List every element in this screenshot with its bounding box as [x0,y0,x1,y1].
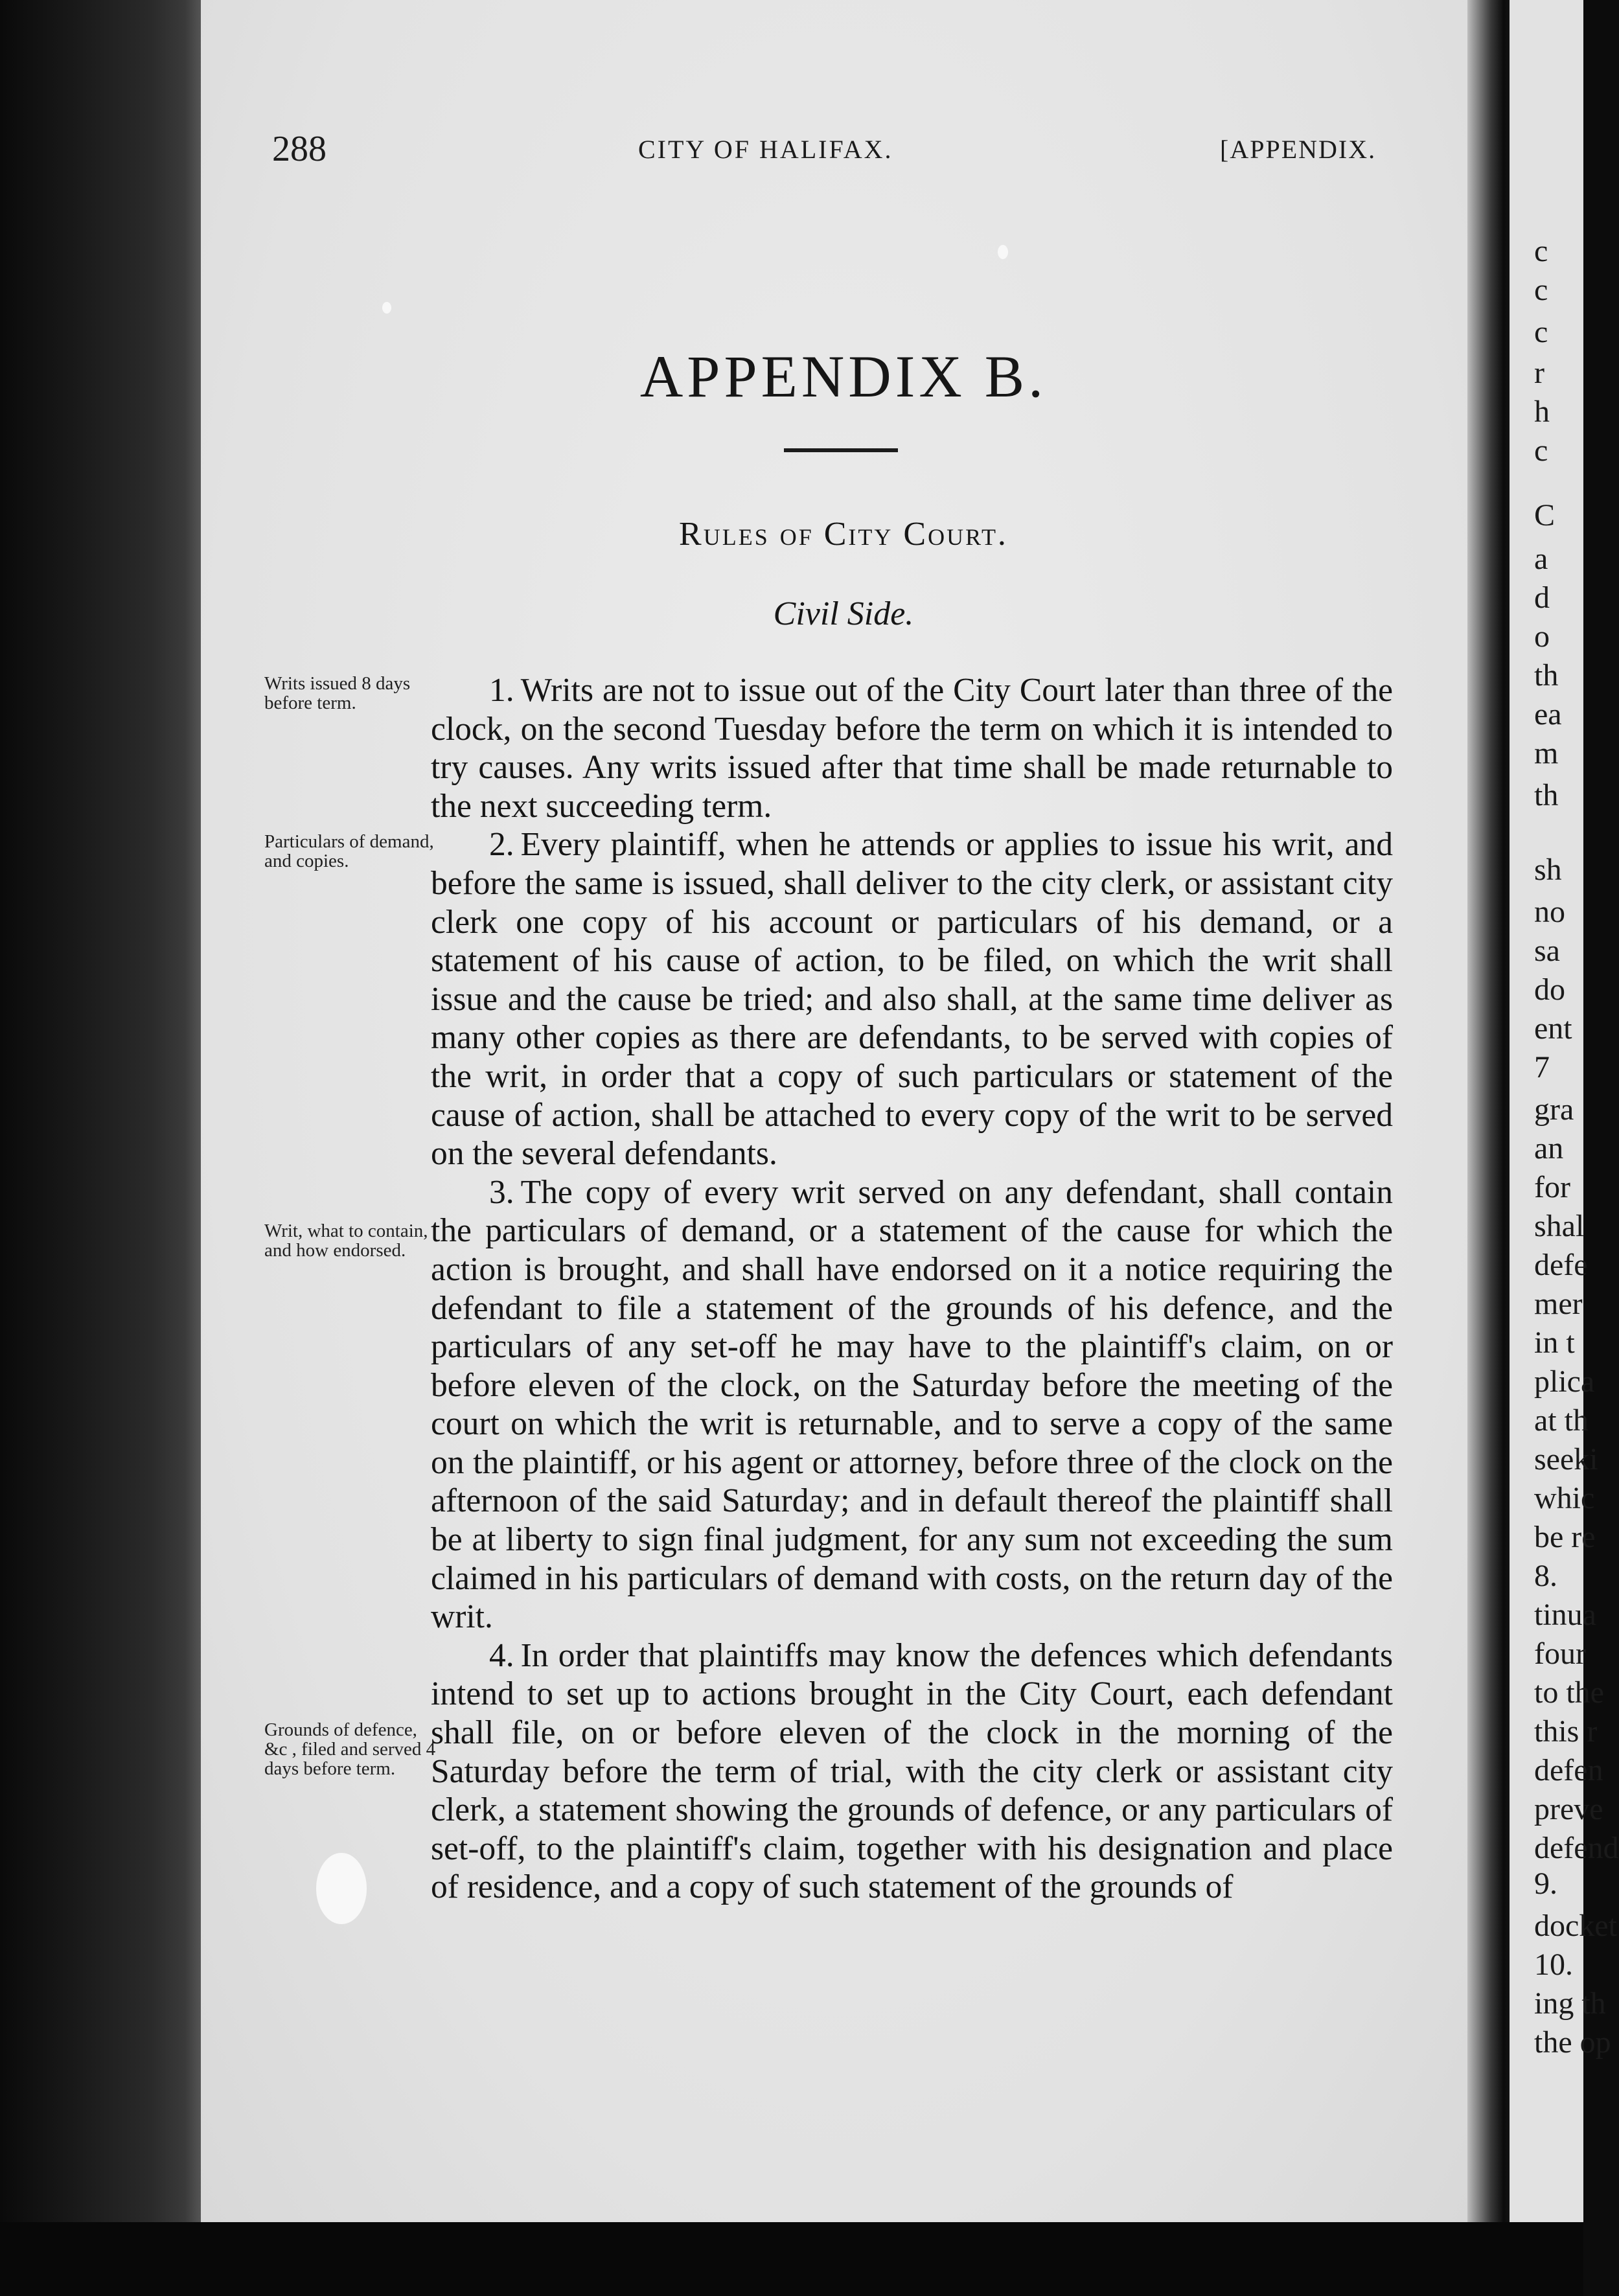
facing-page-line-fragment: this r [1534,1714,1598,1749]
appendix-title: APPENDIX B. [639,343,1048,409]
facing-page-line-fragment: 7 [1534,1050,1550,1085]
facing-page-line-fragment: ea [1534,697,1562,731]
facing-page-line-fragment: no [1534,895,1565,929]
side-note-writ-contents: Writ, what to contain, and how endorsed. [264,1221,428,1261]
facing-page-line-fragment: o [1534,619,1550,654]
facing-page-line-fragment: r [1534,356,1544,390]
facing-page-line-fragment: c [1534,273,1548,307]
title-rule [784,448,898,452]
facing-page-line-fragment: th [1534,778,1559,812]
rule-text: In order that plaintiffs may know the defences which defendants intend to set up to actions brought in the City Court, each defendant shall file, on or before eleven of the clock in the morning of the Saturday before the term of trial, with the city clerk or assistant city clerk, a statement showing the grounds of defence, or any particulars of set-off, to the plaintiff's claim, together with his designation and place of residence, and a copy of such statement of the grounds of [431,1636,1393,1906]
rule-number: 2. [489,826,514,864]
scan-blemish [316,1853,367,1924]
facing-page-line-fragment: C [1534,498,1556,533]
facing-page-line-fragment: 10. [1534,1947,1573,1982]
facing-page-line-fragment: whic [1534,1481,1595,1515]
facing-page-line-fragment: sh [1534,853,1562,887]
facing-page-line-fragment: tinua [1534,1598,1596,1632]
facing-page-line-fragment: defend [1534,1831,1619,1865]
scan-bottom-edge [0,2222,1583,2296]
rule-paragraph-3 [431,1173,1393,1636]
facing-page-line-fragment: th [1534,658,1559,693]
facing-page-line-fragment: docket [1534,1909,1617,1943]
facing-page-line-fragment: m [1534,736,1559,770]
side-note-grounds-of-defence: Grounds of defence, &c , filed and served 4 days before term. [264,1719,436,1779]
side-note-particulars: Particulars of demand, and copies. [264,831,434,871]
facing-page-line-fragment: an [1534,1131,1564,1165]
facing-page-line-fragment: shal [1534,1209,1585,1243]
rule-text: Every plaintiff, when he attends or applies to issue his writ, and before the same is issued, shall deliver to the city clerk, or assistant city clerk one copy of his account or particulars of his demand, or a statement of his cause of action, to be filed, on which the writ shall issue and the cause be tried; and also shall, at the same time deliver as many other copies as there are defendants, to be served with copies of the writ, in order that a copy of such particulars or statement of the cause of action, shall be attached to every copy of the writ to be served on the several defendants. [431,826,1393,1173]
facing-page-line-fragment: do [1534,972,1565,1007]
rule-paragraph-2 [431,825,1393,1173]
facing-page-line-fragment: d [1534,580,1550,615]
facing-page-line-fragment: ing th [1534,1986,1606,2021]
facing-page-line-fragment: sa [1534,934,1560,968]
facing-page-line-fragment: four [1534,1636,1586,1671]
facing-page-line-fragment: the op [1534,2025,1611,2060]
rule-text: The copy of every writ served on any defendant, shall contain the particulars of demand, or a statement of the cause for which the action is brought, and shall have endorsed on it a notice requiring the defendant to file a statement of the grounds of his defence, and the particulars of any set-off he may have to the plaintiff's claim, on or before eleven of the clock, on the Saturday before the meeting of the court on which the writ is returnable, and to serve a copy of the same on the plaintiff, or his agent or attorney, before three of the clock on the afternoon of the said Saturday; and in default thereof the plaintiff shall be at liberty to sign final judgment, for any sum not exceeding the sum claimed in his particulars of demand with costs, on the return day of the writ. [431,1173,1393,1636]
facing-page-line-fragment: ent [1534,1011,1572,1046]
facing-page-line-fragment: c [1534,315,1548,349]
civil-side-subheading: Civil Side. [773,595,914,632]
section-tag: [APPENDIX. [1220,135,1377,164]
facing-page-line-fragment: plica [1534,1364,1595,1399]
facing-page-line-fragment: h [1534,395,1550,429]
facing-page-line-fragment: c [1534,234,1548,268]
rules-heading: Rules of City Court. [679,516,1008,553]
facing-page-line-fragment: gra [1534,1092,1574,1127]
facing-page-line-fragment: 9. [1534,1866,1557,1901]
facing-page-line-fragment: preve [1534,1792,1603,1826]
facing-page-line-fragment: 8. [1534,1559,1557,1593]
rules-body [431,671,1393,1907]
facing-page-line-fragment: in t [1534,1326,1575,1360]
scan-blemish [382,302,391,314]
facing-page-line-fragment: defe [1534,1248,1588,1282]
rule-number: 4. [489,1636,514,1674]
page-number: 288 [272,129,327,169]
rule-number: 1. [489,672,514,709]
facing-page-line-fragment: seeki [1534,1442,1598,1476]
rule-paragraph-1 [431,671,1393,825]
facing-page-line-fragment: defen [1534,1753,1603,1787]
facing-page-line-fragment: be re [1534,1520,1596,1554]
running-title: CITY OF HALIFAX. [638,135,893,164]
facing-page-line-fragment: c [1534,433,1548,468]
facing-page-line-fragment: for [1534,1170,1570,1204]
facing-page-line-fragment: a [1534,542,1548,576]
rule-text: Writs are not to issue out of the City Court later than three of the clock, on the second Tuesday before the term on which it is intended to try causes. Any writs issued after that time shall be made returnable to the next succeeding term. [431,672,1393,825]
facing-page-line-fragment: at th [1534,1403,1589,1438]
side-note-writs-issued: Writs issued 8 days before term. [264,673,411,713]
facing-page-line-fragment: mer [1534,1287,1583,1321]
facing-page-line-fragment: to the [1534,1675,1604,1710]
rule-paragraph-4 [431,1636,1393,1907]
scan-blemish [998,245,1008,259]
rule-number: 3. [489,1173,514,1211]
